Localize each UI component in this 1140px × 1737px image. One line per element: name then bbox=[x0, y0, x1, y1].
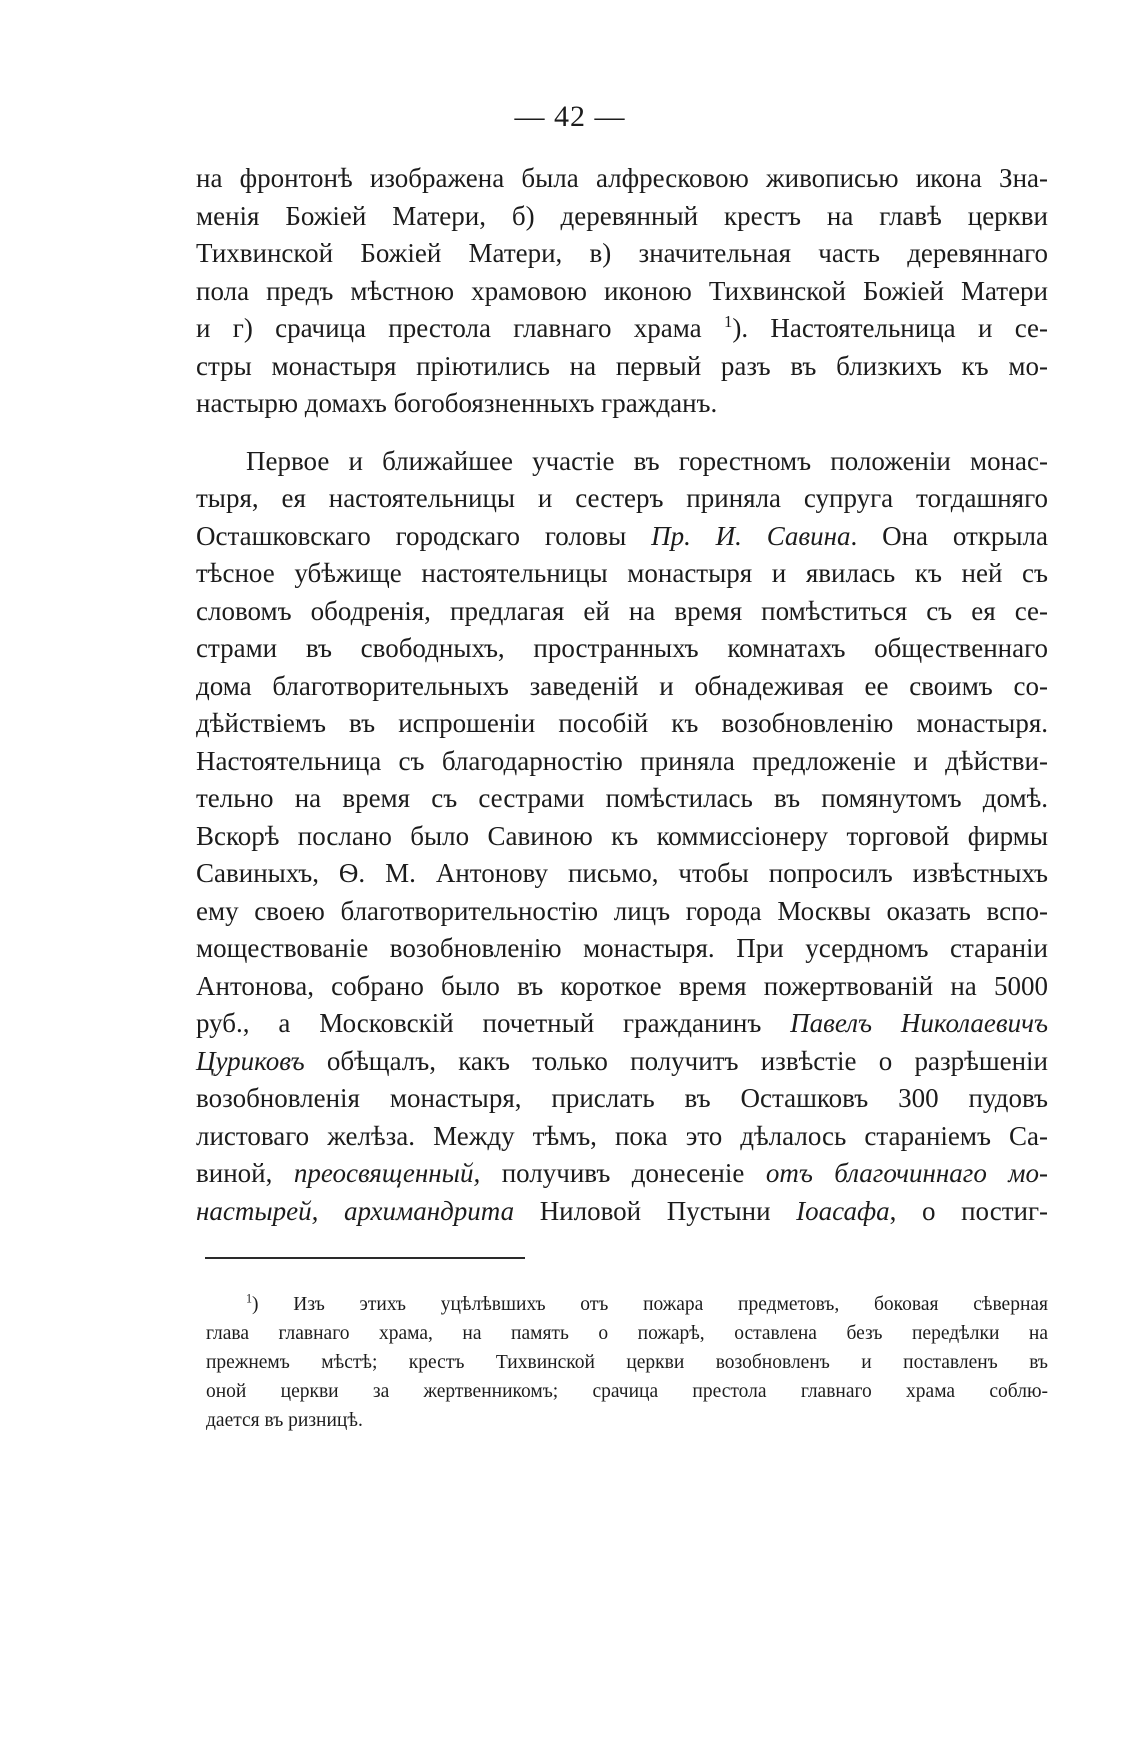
text-line: страми въ свободныхъ, пространныхъ комнатахъ общественнаго bbox=[196, 633, 1048, 663]
text-fragment: получивъ донесеніе bbox=[501, 1158, 745, 1188]
text-fragment: виной, bbox=[196, 1158, 273, 1188]
text-line: дома благотворительныхъ заведеній и обнадеживая ее своимъ со- bbox=[196, 670, 1048, 701]
text-line: стры монастыря пріютились на первый разъ въ близкихъ къ мо- bbox=[196, 350, 1048, 381]
italic-name: архимандрита bbox=[344, 1195, 515, 1226]
text-line: моществованіе возобновленію монастыря. При усердномъ стараніи bbox=[196, 933, 1048, 963]
text-fragment: ). Настоятельница и се- bbox=[732, 313, 1048, 343]
italic-name: Павелъ Николаевичъ bbox=[790, 1008, 1048, 1038]
italic-name: отъ благочиннаго мо- bbox=[765, 1158, 1049, 1188]
italic-name: Пр. И. Савина bbox=[651, 520, 851, 551]
footnote-line: глава главнаго храма, на память о пожарѣ, оставлена безъ передѣлки на bbox=[206, 1323, 1048, 1344]
footnote-reference: 1 bbox=[723, 312, 733, 331]
footnote-marker: 1 bbox=[246, 1291, 253, 1306]
text-line: словомъ ободренія, предлагая ей на время помѣститься съ ея се- bbox=[196, 595, 1048, 626]
text-line bbox=[196, 1043, 1048, 1081]
text-line: ему своею благотворительностію лицъ города Москвы оказать вспо- bbox=[196, 895, 1048, 926]
text-fragment: Ниловой Пустыни bbox=[539, 1195, 771, 1226]
italic-name: преосвященный, bbox=[293, 1158, 481, 1188]
text-line: Савиныхъ, Ѳ. М. Антонову письмо, чтобы попросилъ извѣстныхъ bbox=[196, 858, 1048, 888]
text-line: Вскорѣ послано было Савиною къ коммиссіонеру торговой фирмы bbox=[196, 820, 1048, 851]
text-line: листоваго желѣза. Между тѣмъ, пока это дѣлалось стараніемъ Са- bbox=[196, 1120, 1048, 1151]
text-line bbox=[196, 1005, 1048, 1043]
text-line bbox=[196, 1155, 1048, 1193]
text-line bbox=[196, 518, 1048, 556]
text-line bbox=[196, 1193, 1048, 1231]
text-line: пола предъ мѣстною храмовою иконою Тихвинской Божіей Матери bbox=[196, 275, 1048, 306]
text-line: на фронтонѣ изображена была алфресковою живописью икона Зна- bbox=[196, 163, 1048, 193]
footnote-line: оной церкви за жертвенникомъ; срачица престола главнаго храма соблю- bbox=[206, 1381, 1048, 1402]
footnote-line: прежнемъ мѣстѣ; крестъ Тихвинской церкви возобновленъ и поставленъ въ bbox=[206, 1352, 1048, 1373]
italic-name: Цуриковъ bbox=[196, 1045, 305, 1076]
text-line: Тихвинской Божіей Матери, в) значительная часть деревяннаго bbox=[196, 238, 1048, 268]
italic-name: настырей, bbox=[196, 1195, 319, 1226]
text-fragment: . Она открыла bbox=[850, 520, 1048, 551]
text-line: возобновленія монастыря, прислать въ Осташковъ 300 пудовъ bbox=[196, 1083, 1048, 1113]
footnote bbox=[206, 1290, 1048, 1435]
text-fragment: обѣщалъ, какъ только получитъ извѣстіе о разрѣшеніи bbox=[326, 1045, 1049, 1076]
text-line: дѣйствіемъ въ испрошеніи пособій къ возобновленію монастыря. bbox=[196, 708, 1048, 738]
text-fragment: и г) срачица престола главнаго храма bbox=[196, 313, 702, 343]
text-line: настырю домахъ богобоязненныхъ гражданъ. bbox=[196, 388, 718, 418]
footnote-line: дается въ ризницѣ. bbox=[206, 1410, 363, 1431]
footnote-line bbox=[206, 1290, 1048, 1319]
text-fragment: Осташковскаго городскаго головы bbox=[196, 520, 627, 551]
text-line: Антонова, собрано было въ короткое время пожертвованій на 5000 bbox=[196, 970, 1048, 1001]
text-line bbox=[196, 310, 1048, 348]
text-line: Настоятельница съ благодарностію приняла предложеніе и дѣйстви- bbox=[196, 745, 1048, 776]
italic-name: Іоасафа bbox=[796, 1195, 890, 1226]
footnote-fragment: ) Изъ этихъ уцѣлѣвшихъ отъ пожара предметовъ, боковая сѣверная bbox=[252, 1294, 1048, 1315]
text-line: тельно на время съ сестрами помѣстилась въ помянутомъ домѣ. bbox=[196, 783, 1048, 813]
text-line: менія Божіей Матери, б) деревянный крестъ на главѣ церкви bbox=[196, 200, 1048, 231]
text-fragment: , о постиг- bbox=[889, 1195, 1049, 1226]
footnote-divider bbox=[205, 1257, 525, 1259]
page-number: — 42 — bbox=[514, 100, 626, 133]
body-text bbox=[196, 160, 1048, 1230]
text-line: тыря, ея настоятельницы и сестеръ приняла супруга тогдашняго bbox=[196, 483, 1048, 513]
text-fragment: руб., а Московскій почетный гражданинъ bbox=[196, 1008, 762, 1038]
text-line: Первое и ближайшее участіе въ горестномъ положеніи монас- bbox=[246, 445, 1048, 476]
text-line: тѣсное убѣжище настоятельницы монастыря и явилась къ ней съ bbox=[196, 558, 1048, 588]
